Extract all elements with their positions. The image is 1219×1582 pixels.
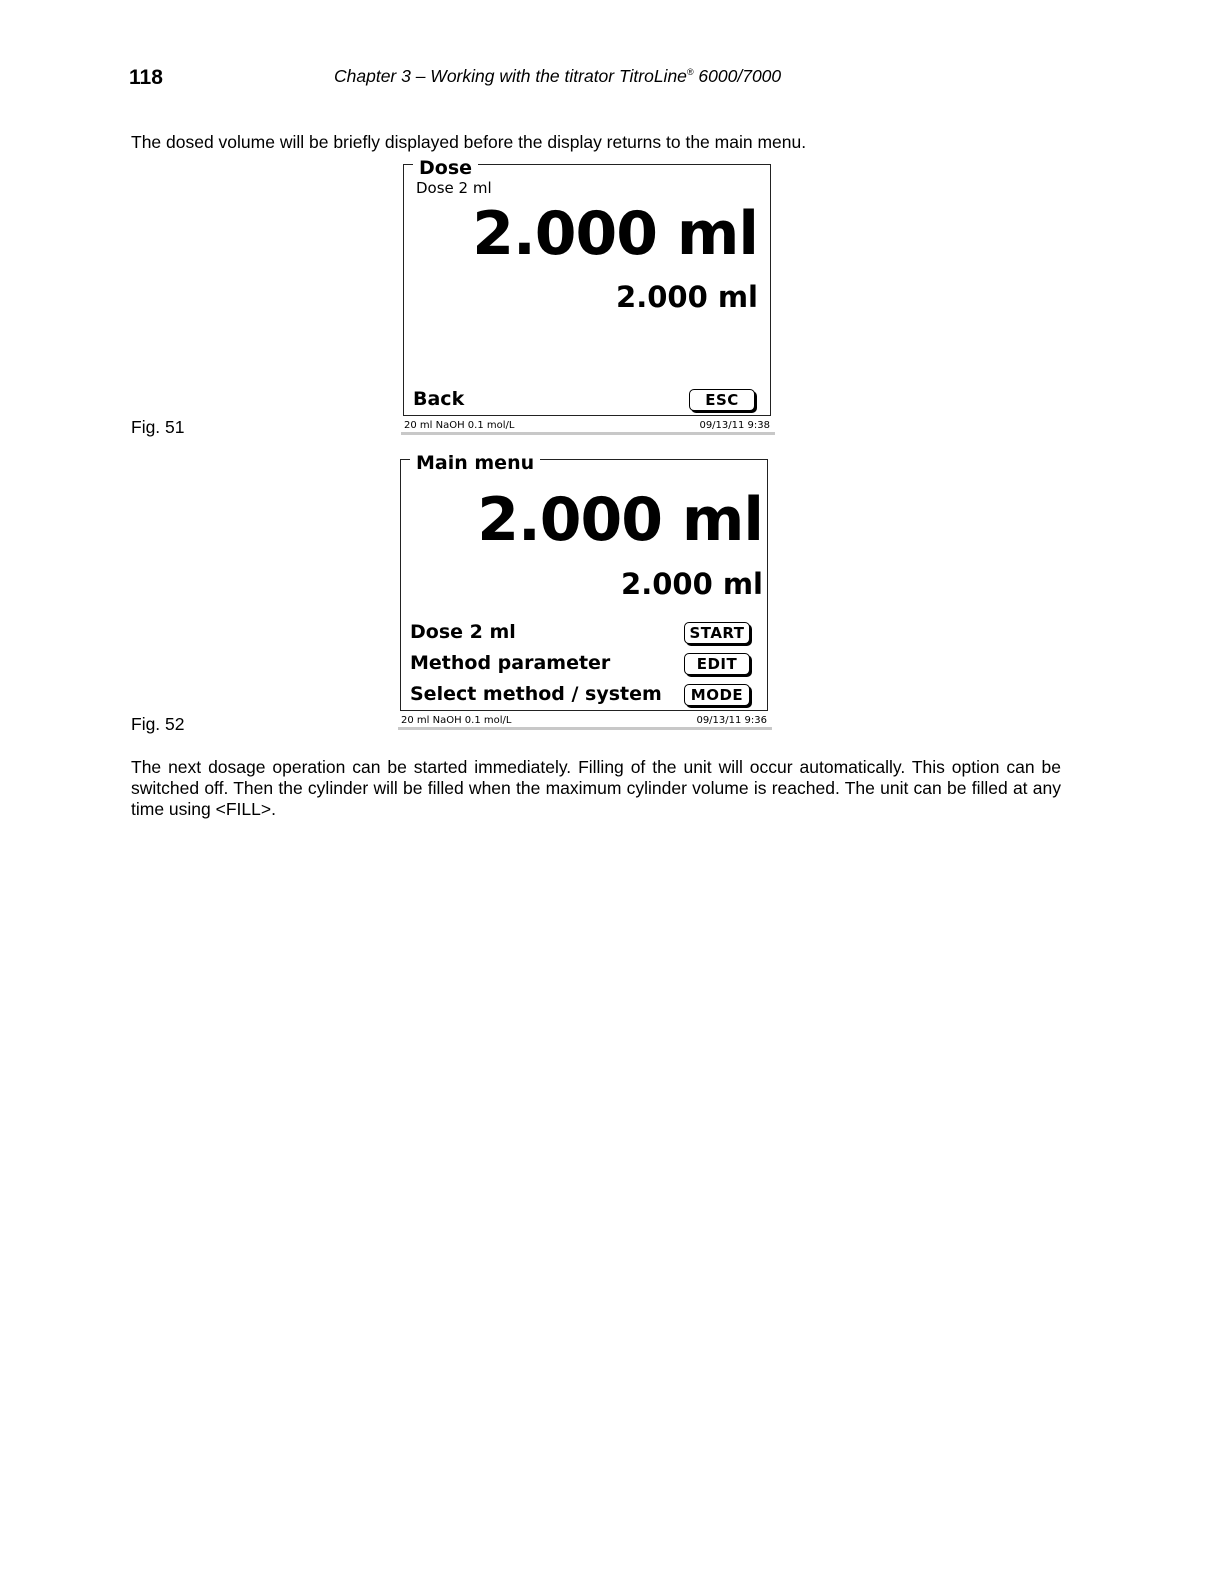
esc-button[interactable]: ESC [689, 389, 755, 411]
chapter-title-models: 6000/7000 [693, 66, 782, 86]
fig52-secondary-volume: 2.000 ml [621, 567, 763, 601]
registered-mark: ® [686, 67, 694, 78]
closing-paragraph: The next dosage operation can be started immediately. Filling of the unit will occur automatically. This option can be switched off. Then the cylinder will be filled when the maximum cylinder volume is reached. The unit can be filled at any time using <FILL>. [131, 757, 1061, 819]
menu-item-select-method-label: Select method / system [410, 683, 662, 705]
fig52-reagent-status: 20 ml NaOH 0.1 mol/L [401, 715, 512, 726]
fig51-secondary-volume: 2.000 ml [616, 280, 758, 314]
fig52-status-bar [398, 714, 772, 730]
fig51-main-volume: 2.000 ml [472, 199, 758, 269]
chapter-title [334, 66, 781, 87]
fig51-status-bar [401, 419, 775, 435]
page-number: 118 [129, 66, 163, 89]
fig51-back-label: Back [413, 388, 465, 410]
fig51-reagent-status: 20 ml NaOH 0.1 mol/L [404, 420, 515, 431]
chapter-title-text: Chapter 3 – Working with the titrator TitroLine [334, 66, 687, 86]
fig51-subtitle: Dose 2 ml [416, 179, 492, 197]
start-button[interactable]: START [684, 622, 750, 644]
fig52-datetime: 09/13/11 9:36 [696, 715, 767, 726]
mode-button[interactable]: MODE [684, 684, 750, 706]
menu-item-method-parameter-label: Method parameter [410, 652, 611, 674]
fig52-screen [394, 450, 774, 732]
fig52-title: Main menu [410, 453, 540, 473]
fig51-screen [397, 155, 777, 437]
fig51-label: Fig. 51 [131, 417, 185, 437]
menu-item-dose-label: Dose 2 ml [410, 621, 516, 643]
fig52-label: Fig. 52 [131, 714, 185, 734]
fig51-datetime: 09/13/11 9:38 [699, 420, 770, 431]
edit-button[interactable]: EDIT [684, 653, 750, 675]
intro-paragraph: The dosed volume will be briefly displayed before the display returns to the main menu. [131, 132, 807, 152]
fig51-title: Dose [413, 158, 478, 178]
fig52-main-volume: 2.000 ml [477, 485, 763, 555]
